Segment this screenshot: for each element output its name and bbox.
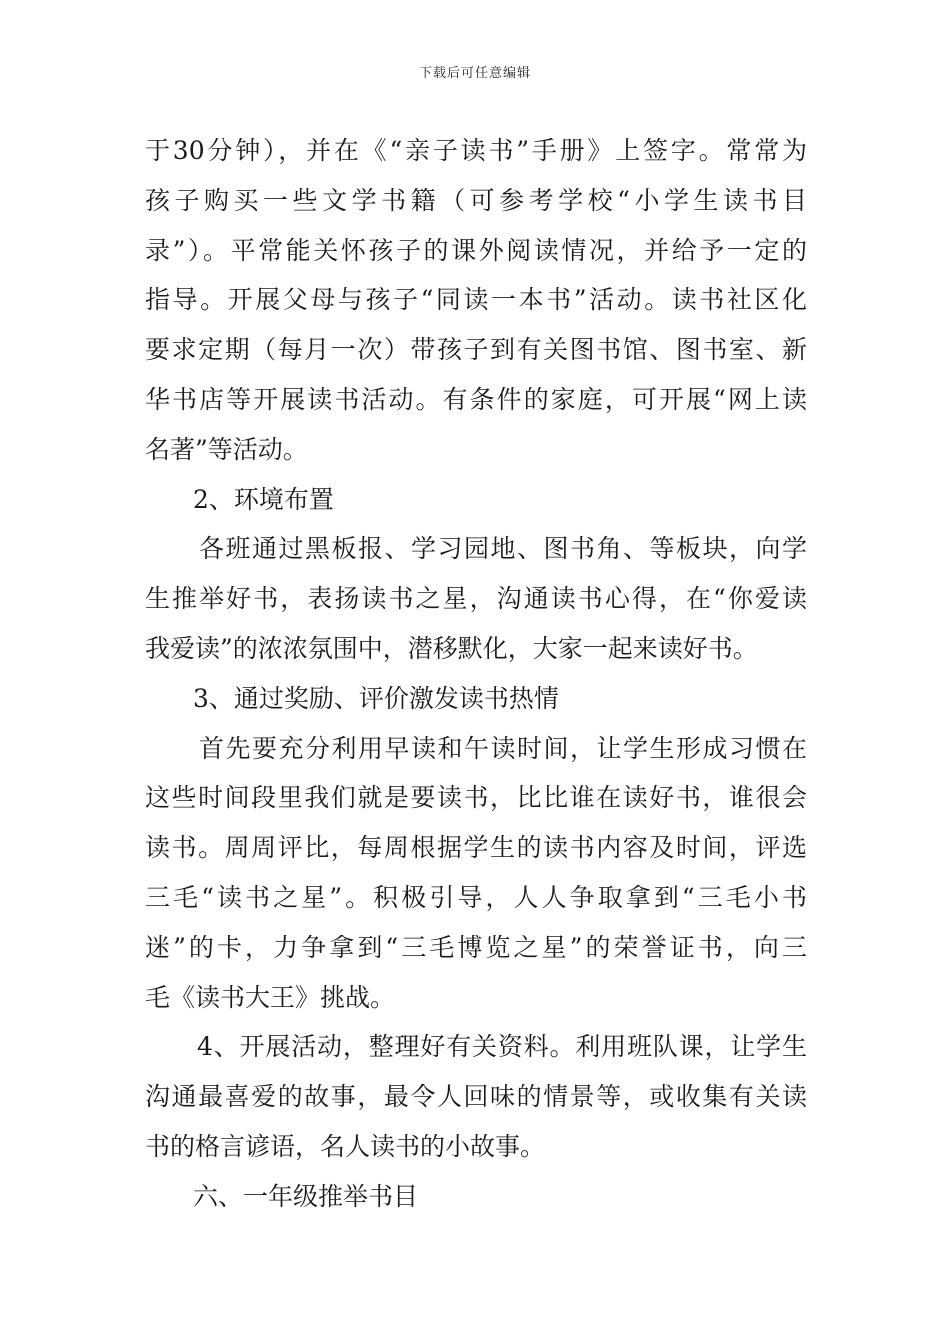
section-heading: 3、通过奖励、评价激发读书热情 [193,683,559,713]
section-heading: 2、环境布置 [193,484,334,514]
paragraph-line: 孩子购买一些文学书籍（可参考学校“小学生读书目 [145,185,807,215]
paragraph-line: 迷”的卡，力争拿到“三毛博览之星”的荣誉证书，向三 [145,932,807,962]
paragraph-line: 三毛“读书之星”。积极引导，人人争取拿到“三毛小书 [145,882,807,912]
paragraph-line: 书的格言谚语，名人读书的小故事。 [145,1131,546,1161]
paragraph-line: 录”）。平常能关怀孩子的课外阅读情况，并给予一定的 [145,235,807,265]
paragraph-line: 4、开展活动，整理好有关资料。利用班队课，让学生 [197,1032,807,1062]
paragraph-line: 华书店等开展读书活动。有条件的家庭，可开展“网上读 [145,384,807,414]
paragraph-line: 于30分钟），并在《“亲子读书”手册》上签字。常常为 [145,136,807,165]
paragraph-line: 这些时间段里我们就是要读书，比比谁在读好书，谁很会 [145,783,807,813]
paragraph-line: 各班通过黑板报、学习园地、图书角、等板块，向学 [199,534,807,564]
paragraph-line: 沟通最喜爱的故事，最令人回味的情景等，或收集有关读 [145,1082,807,1112]
paragraph-line: 生推举好书，表扬读书之星，沟通读书心得，在“你爱读 [145,584,807,614]
paragraph-line: 读书。周周评比，每周根据学生的读书内容及时间，评选 [145,833,807,863]
page-header: 下载后可任意编辑 [418,66,531,81]
paragraph-line: 毛《读书大王》挑战。 [145,982,396,1012]
paragraph-line: 我爱读”的浓浓氛围中，潜移默化，大家一起来读好书。 [145,633,758,663]
paragraph-line: 指导。开展父母与孩子“同读一本书”活动。读书社区化 [145,285,807,315]
paragraph-line: 首先要充分利用早读和午读时间，让学生形成习惯在 [199,733,807,763]
section-heading: 六、一年级推举书目 [193,1181,419,1211]
document-body [145,126,807,1222]
paragraph-line: 要求定期（每月一次）带孩子到有关图书馆、图书室、新 [145,335,807,365]
paragraph-line: 名著”等活动。 [145,434,308,464]
